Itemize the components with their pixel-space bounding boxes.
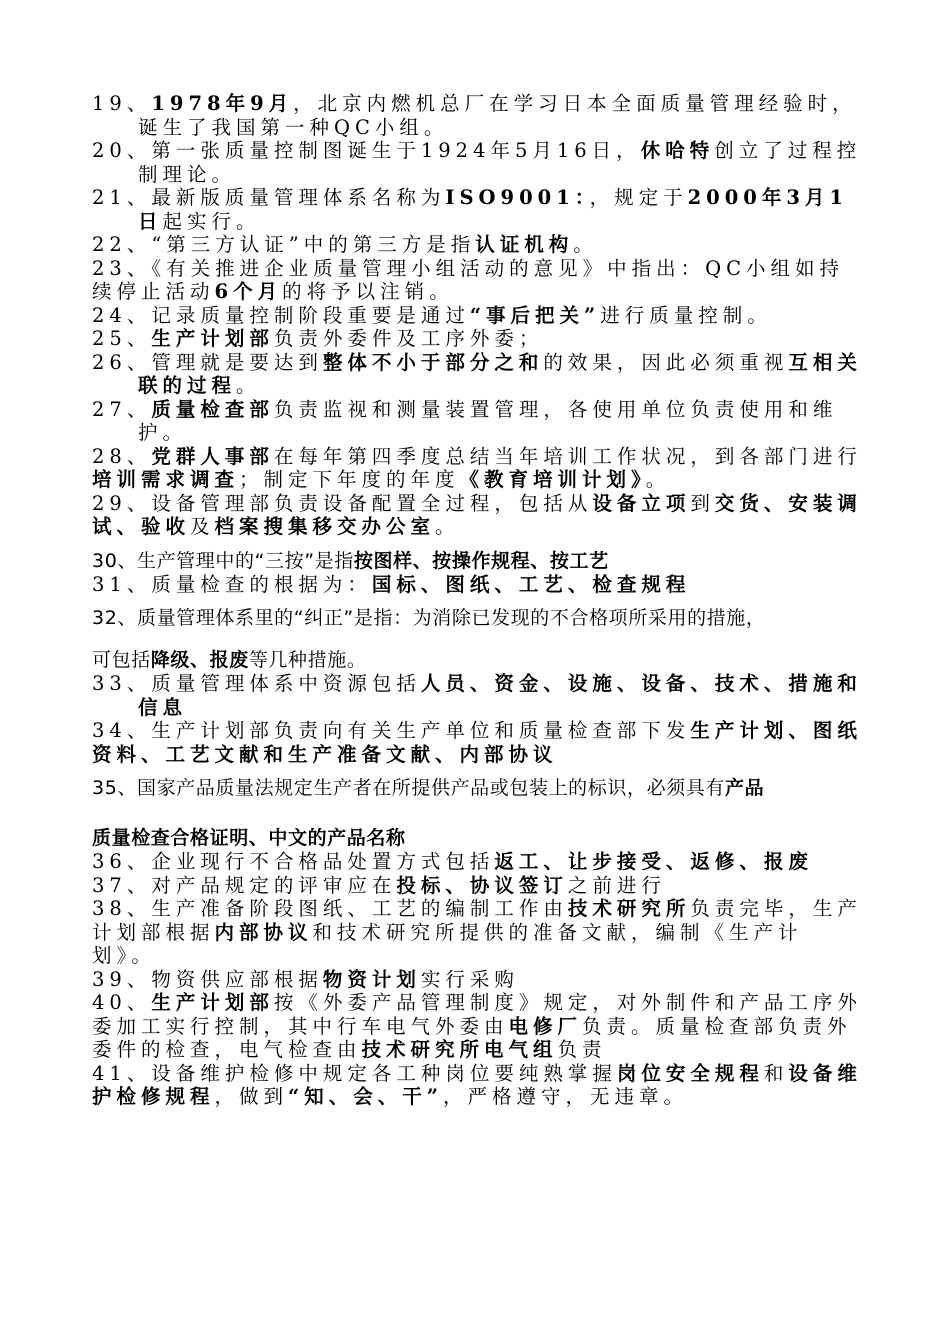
item-37 [92,874,862,898]
text-segment: 等几种措施。 [248,649,367,671]
bold-answer: 岗位安全规程 [616,1061,764,1085]
item-19 [92,92,862,139]
item-number: 20、 [92,139,152,162]
bold-answer: 交货、安装调试、验收 [92,491,862,538]
text-segment: 记录质量控制阶段重要是通过 [151,303,470,327]
bold-answer: “事后把关” [469,303,601,327]
text-segment: 国家产品质量法规定生产者在所提供产品或包装上的标识，必须具有 [136,777,725,799]
item-36 [92,850,862,874]
text-segment: 的将予以注销。 [282,280,454,303]
item-number: 24、 [92,303,152,327]
text-segment: 。 [645,468,671,491]
bold-answer: 休哈特 [640,139,715,162]
text-segment: 对产品规定的评审应在 [151,873,397,897]
text-segment: 负责。质量检查部负责外委件的检查，电气检查由 [92,1014,852,1061]
text-segment: “第三方认证”中的第三方是指 [151,233,476,256]
bold-answer: 产品 [725,777,765,799]
item-40 [92,991,862,1062]
text-segment: 质量管理体系里的“纠正”是指：为消除已发现的不合格项所采用的措施， [136,607,766,629]
text-segment: 质量管理体系中资源包括 [151,672,421,695]
bold-answer: 内部协议 [214,920,313,944]
item-34 [92,719,862,766]
bold-answer: 按图样、按操作规程、按工艺 [353,549,609,572]
bold-answer: 设备立项 [592,491,691,515]
bold-answer: 整体不小于部分之和 [322,350,544,374]
bold-answer: 1978年9月 [151,92,294,115]
text-segment: 第一张质量控制图诞生于1924年5月16日， [151,139,641,162]
item-26 [92,351,862,398]
item-22 [92,233,862,257]
item-32 [92,606,862,630]
item-24 [92,304,862,328]
text-segment: ；制定下年度的年度 [239,468,460,491]
bold-answer: 技术研究所电气组 [361,1038,558,1061]
item-number: 31、 [92,572,152,596]
bold-answer: 技术研究所 [567,897,691,920]
text-segment: 可包括 [92,649,151,671]
bold-answer: 2000年3月1日 [138,186,848,233]
item-28 [92,445,862,492]
bold-answer: 生产计划部 [151,991,274,1014]
text-segment: 设备管理部负责设备配置全过程，包括从 [151,491,593,515]
text-segment: 负责外委件及工序外委； [273,327,544,350]
text-segment: 《有关推进企业质量管理小组活动的意见》中指出：QC小组如持续停止活动 [92,256,844,303]
bold-answer: 生产计划部 [151,327,274,350]
bold-answer: 投标、协议签订 [396,873,568,897]
text-segment: 企业现行不合格品处置方式包括 [151,850,495,873]
text-segment: 及 [190,515,215,538]
bold-answer: 降级、报废 [150,649,249,671]
text-segment: ，北京内燃机总厂在学习日本全面质量管理经验时，诞生了我国第一种QC小组。 [138,92,857,139]
item-number: 22、 [92,233,152,256]
bold-answer: 设备维护检修规程 [92,1061,862,1108]
item-number: 32、 [92,607,137,629]
item-number: 23、 [92,256,152,280]
bold-answer: 6个月 [214,280,283,303]
bold-answer: 培训需求调查 [92,468,240,491]
text-segment: 按《外委产品管理制度》规定，对外制件和产品工序外委加工实行控制，其中行车电气外委由 [92,991,862,1038]
document-body [92,92,862,1109]
item-35 [92,776,862,800]
text-segment: 。 [573,233,598,256]
bold-answer: 《教育培训计划》 [459,468,646,491]
text-segment: 物资供应部根据 [151,967,323,991]
bold-answer: 党群人事部 [151,444,274,468]
item-number: 28、 [92,444,152,468]
item-29 [92,492,862,539]
item-number: 40、 [92,991,152,1014]
item-number: 35、 [92,777,137,799]
item-number: 21、 [92,186,152,209]
item-number: 33、 [92,672,152,695]
text-segment: 负责完毕，生产计划部根据 [92,897,862,944]
text-segment: 起实行。 [162,209,261,233]
bold-answer: “知、会、干” [288,1085,443,1108]
text-segment: 设备维护检修中规定各工种岗位要纯熟掌握 [151,1061,617,1085]
bold-answer: 档案搜集移交办公室 [214,515,436,538]
item-number: 37、 [92,873,152,897]
text-segment: 在每年第四季度总结当年培训工作状况，到各部门进行 [273,444,862,468]
item-number: 41、 [92,1061,152,1085]
text-segment: 之前进行 [567,873,666,897]
text-segment: 的效果，因此必须重视 [543,350,789,374]
item-number: 30、 [92,549,137,572]
item-number: 36、 [92,850,152,873]
text-segment: 管理就是要达到 [151,350,323,374]
item-27 [92,398,862,445]
bold-answer: 人员、资金、设施、设备、技术、措施和信息 [138,672,862,719]
text-segment: 。 [435,515,460,538]
text-segment: 生产计划部负责向有关生产单位和质量检查部下发 [151,719,691,742]
item-31 [92,573,862,597]
bold-answer: 认证机构 [475,233,574,256]
text-segment: 最新版质量管理体系名称为 [151,186,446,209]
text-segment: 负责监视和测量装置管理，各使用单位负责使用和维护。 [138,397,838,444]
item-number: 25、 [92,327,152,350]
item-number: 26、 [92,350,152,374]
item-38 [92,897,862,968]
bold-answer: 互相关联的过程 [138,350,862,397]
text-segment: 创立了过程控制理论。 [138,139,862,186]
bold-answer: 国标、图纸、工艺、检查规程 [371,572,691,596]
text-segment: ，严格遵守，无违章。 [442,1085,688,1108]
item-41 [92,1062,862,1109]
item-25 [92,327,862,351]
item-32-cont [92,648,862,672]
item-number: 19、 [92,92,152,115]
bold-answer: ISO9001： [445,186,590,209]
item-20 [92,139,862,186]
text-segment: ，规定于 [589,186,688,209]
item-33 [92,672,862,719]
text-segment: 进行质量控制。 [600,303,772,327]
item-21 [92,186,862,233]
item-39 [92,968,862,992]
text-segment: 负责 [557,1038,607,1061]
bold-answer: 质量检查部 [151,397,274,421]
item-23 [92,257,862,304]
text-segment: 。 [236,374,261,397]
text-segment: 生产准备阶段图纸、工艺的编制工作由 [151,897,568,920]
text-segment: 质量检查的根据为： [151,572,372,596]
item-number: 39、 [92,967,152,991]
item-number: 34、 [92,719,152,742]
text-segment: 到 [690,491,715,515]
text-segment: 和 [763,1061,789,1085]
item-30 [92,549,862,573]
item-number: 27、 [92,397,152,421]
text-segment: 实行采购 [420,967,519,991]
item-35-cont [92,826,862,850]
item-number: 38、 [92,897,152,920]
text-segment: ，做到 [214,1085,289,1108]
bold-answer: 生产计划、图纸资料、工艺文献和生产准备文献、内部协议 [92,719,862,766]
bold-answer: 物资计划 [322,967,421,991]
bold-answer: 质量检查合格证明、中文的产品名称 [92,827,406,849]
item-number: 29、 [92,491,152,515]
text-segment: 和技术研究所提供的准备文献，编制《生产计划》。 [92,920,803,967]
bold-answer: 电修厂 [508,1014,583,1038]
text-segment: 生产管理中的“三按”是指 [136,549,354,572]
bold-answer: 返工、让步接受、返修、报废 [494,850,813,873]
